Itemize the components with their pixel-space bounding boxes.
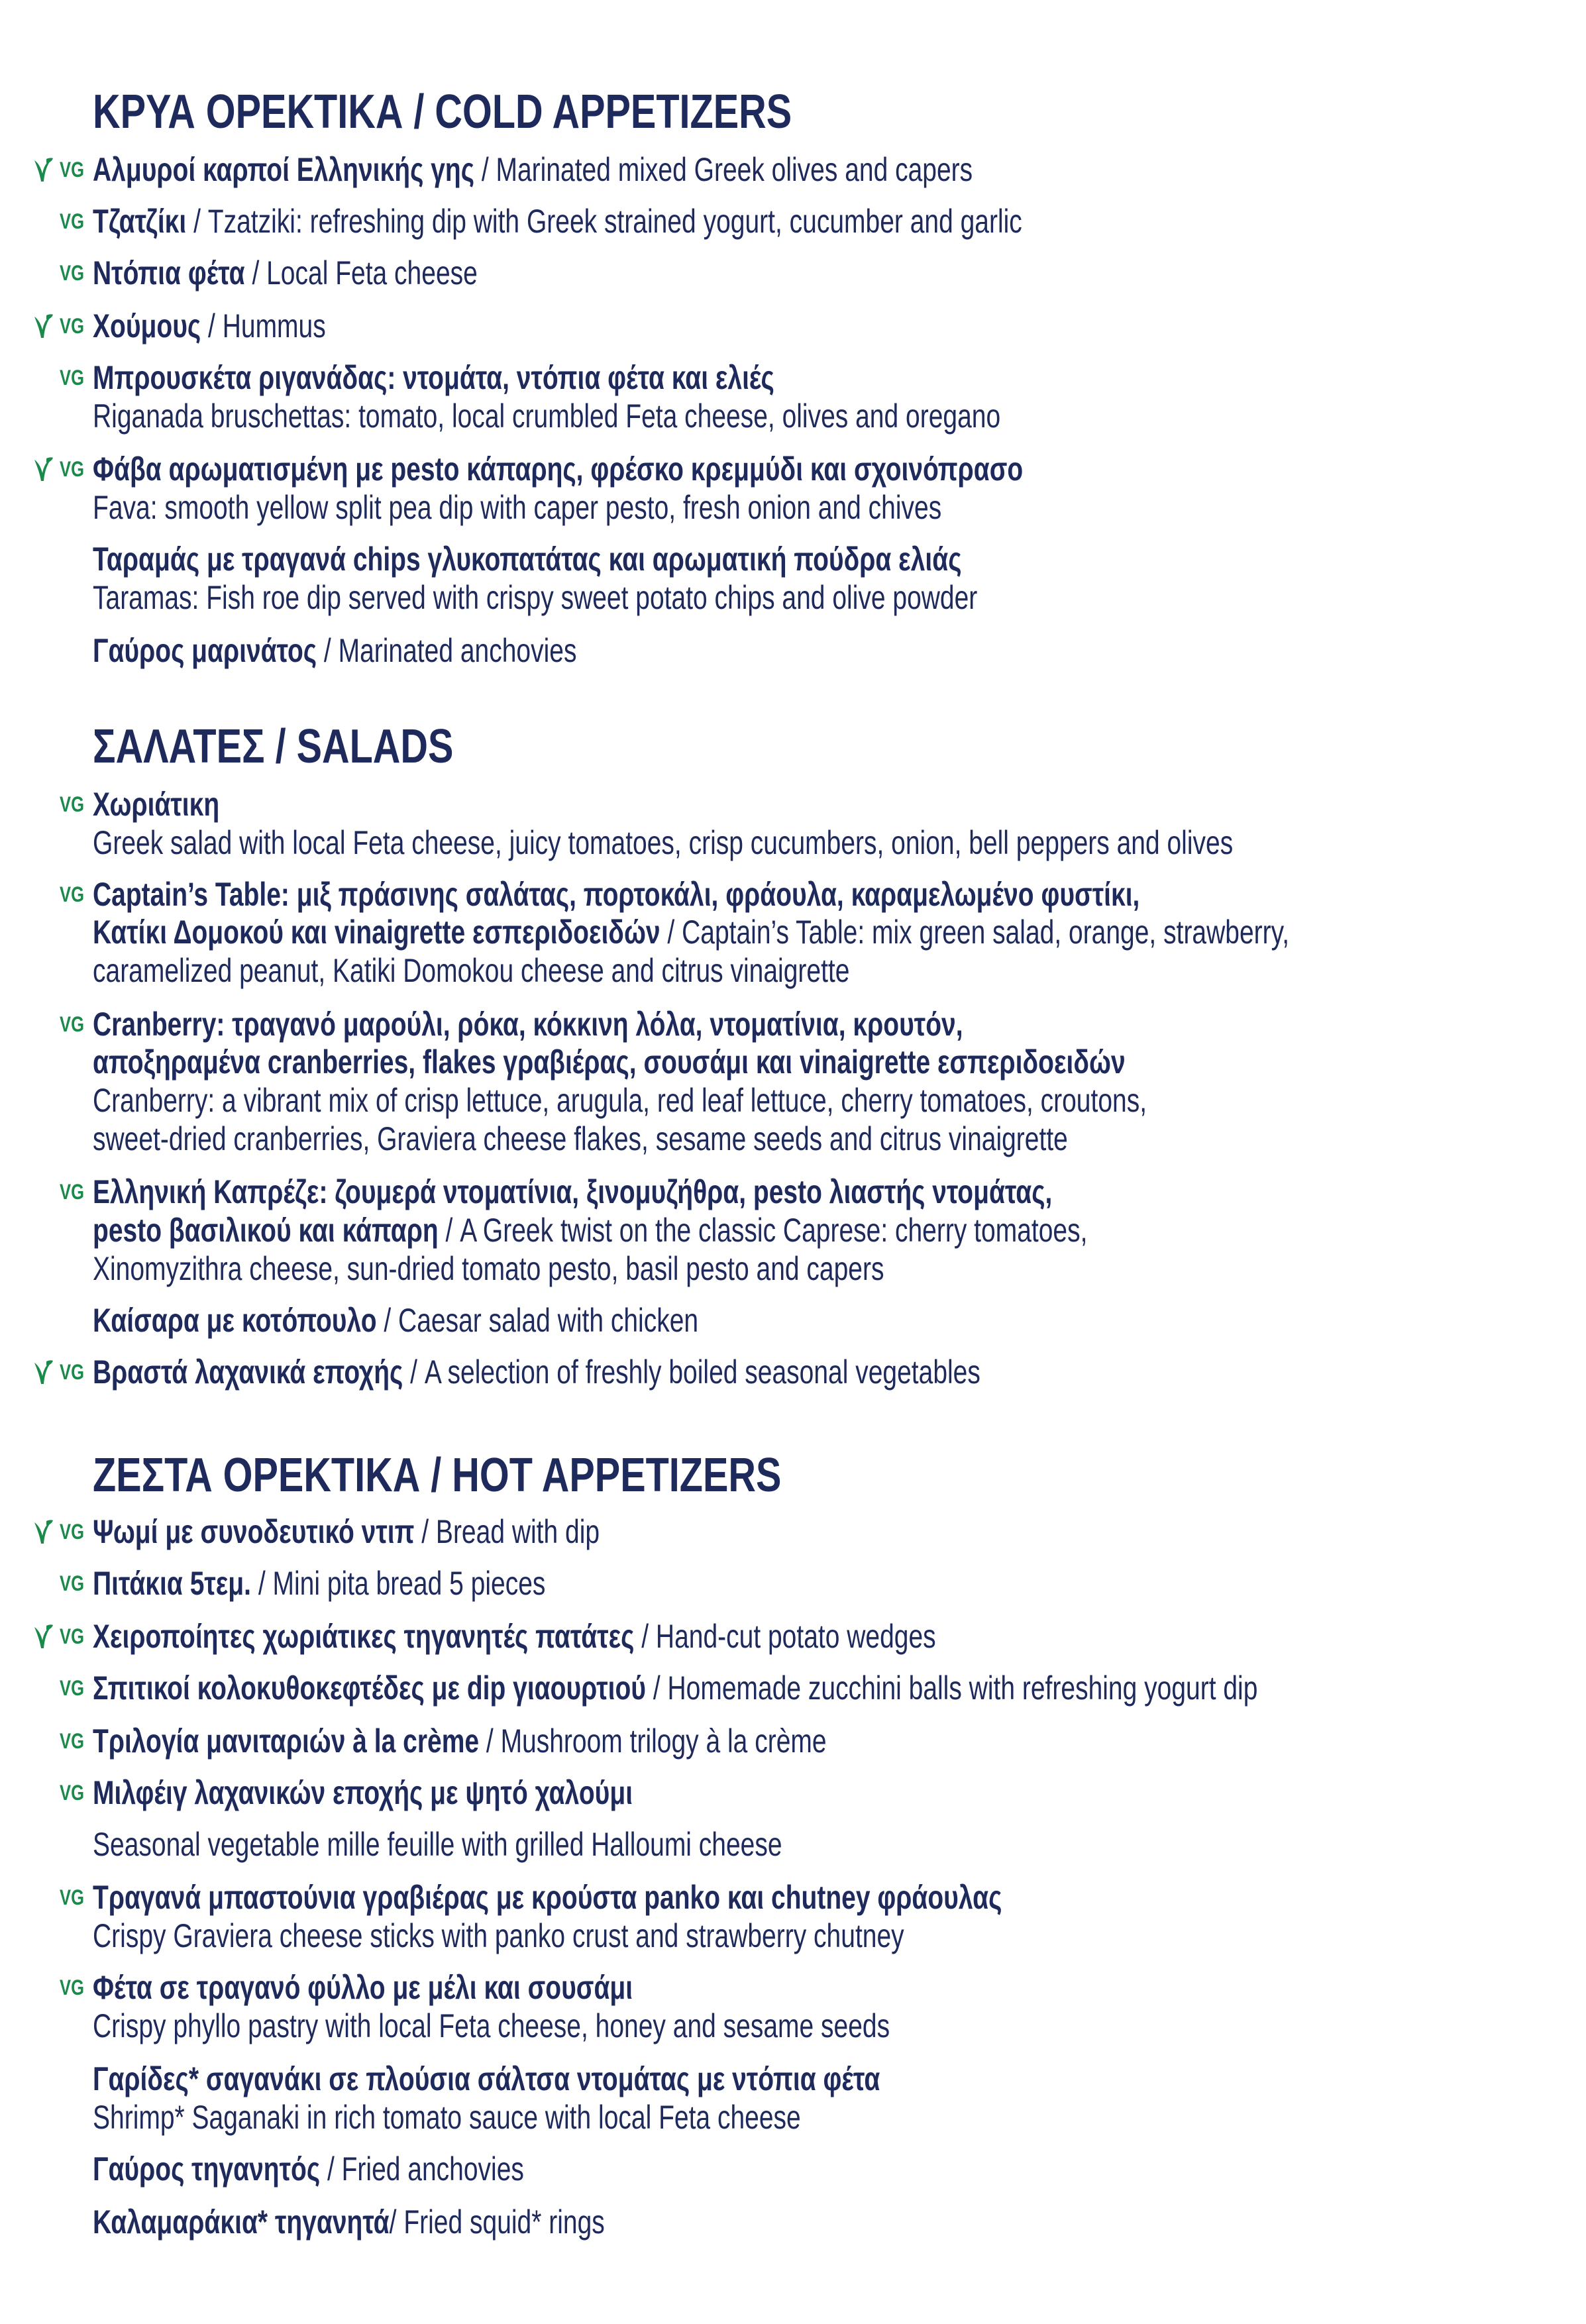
menu-item bbox=[0, 1004, 1586, 1044]
item-description: / A Greek twist on the classic Caprese: cherry tomatoes, bbox=[438, 1212, 1088, 1249]
item-description: caramelized peanut, Katiki Domokou cheese and citrus vinaigrette bbox=[93, 952, 850, 989]
item-name-greek: Cranberry: τραγανό μαρούλι, ρόκα, κόκκινη λόλα, ντοματίνια, κρουτόν, bbox=[93, 1006, 963, 1043]
item-text bbox=[93, 539, 961, 579]
item-text bbox=[93, 449, 1023, 489]
item-text bbox=[93, 912, 1289, 952]
menu-item bbox=[0, 201, 1586, 241]
item-name-greek: Τζατζίκι bbox=[93, 203, 187, 240]
item-text bbox=[93, 631, 576, 670]
item-description: Cranberry: a vibrant mix of crisp lettuce, arugula, red leaf lettuce, cherry tomatoes, croutons, bbox=[93, 1082, 1147, 1119]
menu-item-line bbox=[0, 1916, 1586, 1956]
item-name-greek: Γαύρος τηγανητός bbox=[93, 2150, 321, 2188]
menu-item-line bbox=[0, 488, 1586, 527]
vegetarian-badge: VG bbox=[60, 209, 84, 233]
menu-item-line bbox=[0, 2006, 1586, 2046]
item-text bbox=[93, 1300, 698, 1340]
menu-item bbox=[0, 306, 1586, 346]
item-name-greek: Γαύρος μαρινάτος bbox=[93, 632, 317, 669]
menu-item bbox=[0, 358, 1586, 397]
section-heading: ΖΕΣΤΑ ΟΡΕΚΤΙΚΑ / HOT APPETIZERS bbox=[93, 1449, 782, 1502]
menu-item bbox=[0, 2059, 1586, 2099]
item-text bbox=[93, 1721, 827, 1761]
item-text bbox=[93, 1668, 1257, 1708]
vegetarian-badge: VG bbox=[60, 314, 84, 338]
item-text bbox=[93, 488, 941, 527]
vegetarian-badge: VG bbox=[60, 1360, 84, 1384]
item-description: Crispy phyllo pastry with local Feta cheese, honey and sesame seeds bbox=[93, 2007, 890, 2044]
item-text bbox=[93, 1042, 1126, 1082]
item-text bbox=[93, 1916, 904, 1956]
menu-item-line bbox=[0, 1824, 1586, 1864]
vegan-leaf-icon bbox=[32, 1518, 54, 1545]
item-name-greek: Γαρίδες* σαγανάκι σε πλούσια σάλτσα ντομάτας με ντόπια φέτα bbox=[93, 2060, 880, 2097]
menu-item bbox=[0, 539, 1586, 579]
menu-item-line bbox=[0, 823, 1586, 863]
item-text bbox=[93, 578, 977, 617]
menu-item-line bbox=[0, 1249, 1586, 1289]
menu-item bbox=[0, 1773, 1586, 1813]
item-name-greek: Ψωμί με συνοδευτικό ντιπ bbox=[93, 1513, 415, 1550]
item-name-greek: Φάβα αρωματισμένη με pesto κάπαρης, φρέσκο κρεμμύδι και σχοινόπρασο bbox=[93, 450, 1024, 488]
menu-item-line bbox=[0, 2097, 1586, 2137]
menu-item bbox=[0, 874, 1586, 914]
item-name-greek: Σπιτικοί κολοκυθοκεφτέδες με dip γιαουρτιού bbox=[93, 1669, 646, 1707]
item-name-greek: Ταραμάς με τραγανά chips γλυκοπατάτας και αρωματική πούδρα ελιάς bbox=[93, 541, 962, 578]
item-text bbox=[93, 1119, 1068, 1159]
section-heading: ΣΑΛΑΤΕΣ / SALADS bbox=[93, 720, 454, 773]
item-text bbox=[93, 1512, 600, 1552]
menu-item bbox=[0, 1877, 1586, 1917]
menu-item bbox=[0, 631, 1586, 670]
item-name-greek: Captain’s Table: μιξ πράσινης σαλάτας, πορτοκάλι, φράουλα, καραμελωμένο φυστίκι, bbox=[93, 876, 1140, 913]
item-text bbox=[93, 396, 1000, 436]
item-name-greek: Φέτα σε τραγανό φύλλο με μέλι και σουσάμι bbox=[93, 1969, 633, 2006]
item-name-greek: Χειροποίητες χωριάτικες τηγανητές πατάτες bbox=[93, 1618, 635, 1655]
item-name-greek: Χωριάτικη bbox=[93, 786, 220, 823]
vegetarian-badge: VG bbox=[60, 1520, 84, 1544]
item-text bbox=[93, 1563, 545, 1603]
item-name-greek: Πιτάκια 5τεμ. bbox=[93, 1565, 251, 1602]
menu-item bbox=[0, 1512, 1586, 1552]
item-name-greek: Καλαμαράκια* τηγανητά bbox=[93, 2203, 390, 2241]
menu-item bbox=[0, 1300, 1586, 1340]
item-text bbox=[93, 2202, 605, 2242]
vegetarian-badge: VG bbox=[60, 1729, 84, 1753]
vegetarian-badge: VG bbox=[60, 1976, 84, 1999]
menu-item bbox=[0, 150, 1586, 189]
item-description: / Local Feta cheese bbox=[244, 254, 478, 291]
item-text bbox=[93, 2059, 880, 2099]
item-description: / Hummus bbox=[201, 307, 326, 344]
menu-item bbox=[0, 253, 1586, 293]
vegan-leaf-icon bbox=[32, 1359, 54, 1385]
vegetarian-badge: VG bbox=[60, 1781, 84, 1805]
menu-item-line bbox=[0, 1081, 1586, 1120]
item-text bbox=[93, 1877, 1002, 1917]
menu-item-line bbox=[0, 396, 1586, 436]
item-description: Shrimp* Saganaki in rich tomato sauce with local Feta cheese bbox=[93, 2099, 801, 2136]
item-text bbox=[93, 2006, 890, 2046]
item-description: / A selection of freshly boiled seasonal vegetables bbox=[403, 1353, 980, 1391]
item-name-greek: Καίσαρα με κοτόπουλο bbox=[93, 1302, 377, 1339]
item-text bbox=[93, 1616, 936, 1656]
item-description: Taramas: Fish roe dip served with crispy sweet potato chips and olive powder bbox=[93, 579, 978, 616]
vegetarian-badge: VG bbox=[60, 1012, 84, 1036]
item-text bbox=[93, 874, 1139, 914]
menu-item-line bbox=[0, 1210, 1586, 1250]
menu-item bbox=[0, 1352, 1586, 1392]
item-text bbox=[93, 358, 774, 397]
item-name-greek: Ντόπια φέτα bbox=[93, 254, 245, 291]
section-heading: ΚΡΥΑ ΟΡΕΚΤΙΚΑ / COLD APPETIZERS bbox=[93, 85, 792, 138]
item-text bbox=[93, 253, 478, 293]
item-text bbox=[93, 823, 1233, 863]
vegetarian-badge: VG bbox=[60, 366, 84, 390]
vegetarian-badge: VG bbox=[60, 882, 84, 906]
item-text bbox=[93, 1210, 1087, 1250]
item-description: / Hand-cut potato wedges bbox=[634, 1618, 936, 1655]
vegan-leaf-icon bbox=[32, 156, 54, 183]
menu-item-line bbox=[0, 951, 1586, 990]
item-text bbox=[93, 1773, 633, 1813]
menu-item bbox=[0, 2149, 1586, 2189]
item-description: Fava: smooth yellow split pea dip with caper pesto, fresh onion and chives bbox=[93, 489, 942, 526]
item-description: / Caesar salad with chicken bbox=[376, 1302, 699, 1339]
item-text bbox=[93, 150, 973, 189]
item-description: Seasonal vegetable mille feuille with grilled Halloumi cheese bbox=[93, 1826, 782, 1863]
menu-item bbox=[0, 2202, 1586, 2242]
item-name-greek: pesto βασιλικού και κάπαρη bbox=[93, 1212, 439, 1249]
item-text bbox=[93, 2149, 524, 2189]
vegetarian-badge: VG bbox=[60, 1676, 84, 1700]
item-text bbox=[93, 784, 219, 824]
menu-item bbox=[0, 449, 1586, 489]
item-description: Crispy Graviera cheese sticks with panko crust and strawberry chutney bbox=[93, 1917, 904, 1954]
item-description: / Marinated mixed Greek olives and capers bbox=[474, 151, 973, 188]
item-text bbox=[93, 1004, 963, 1044]
item-text bbox=[93, 306, 326, 346]
item-text bbox=[93, 1824, 782, 1864]
item-description: Greek salad with local Feta cheese, juicy tomatoes, crisp cucumbers, onion, bell peppers and olives bbox=[93, 824, 1234, 861]
menu-item bbox=[0, 1721, 1586, 1761]
item-text bbox=[93, 201, 1022, 241]
menu-item bbox=[0, 784, 1586, 824]
item-description: / Mini pita bread 5 pieces bbox=[250, 1565, 546, 1602]
menu-item bbox=[0, 1668, 1586, 1708]
item-description: / Mushroom trilogy à la crème bbox=[479, 1722, 827, 1760]
vegan-leaf-icon bbox=[32, 456, 54, 482]
menu-item bbox=[0, 1563, 1586, 1603]
item-description: / Homemade zucchini balls with refreshing yogurt dip bbox=[645, 1669, 1258, 1707]
menu-item bbox=[0, 1968, 1586, 2007]
vegetarian-badge: VG bbox=[60, 1885, 84, 1909]
item-name-greek: Μπρουσκέτα ριγανάδας: ντομάτα, ντόπια φέτα και ελιές bbox=[93, 359, 774, 396]
item-text bbox=[93, 1172, 1052, 1212]
item-name-greek: Μιλφέιγ λαχανικών εποχής με ψητό χαλούμι bbox=[93, 1774, 633, 1811]
item-name-greek: Χούμους bbox=[93, 307, 201, 344]
vegetarian-badge: VG bbox=[60, 261, 84, 285]
menu-item-line bbox=[0, 578, 1586, 617]
item-name-greek: Βραστά λαχανικά εποχής bbox=[93, 1353, 403, 1391]
item-description: / Tzatziki: refreshing dip with Greek strained yogurt, cucumber and garlic bbox=[186, 203, 1022, 240]
item-text bbox=[93, 1968, 633, 2007]
item-text bbox=[93, 1081, 1147, 1120]
item-description: sweet-dried cranberries, Graviera cheese flakes, sesame seeds and citrus vinaigrette bbox=[93, 1120, 1068, 1157]
item-name-greek: Τριλογία μανιταριών à la crème bbox=[93, 1722, 480, 1760]
menu-item-line bbox=[0, 912, 1586, 952]
vegan-leaf-icon bbox=[32, 1623, 54, 1650]
item-description: / Fried squid* rings bbox=[389, 2203, 605, 2241]
menu-item-line bbox=[0, 1119, 1586, 1159]
item-description: / Captain’s Table: mix green salad, orange, strawberry, bbox=[660, 914, 1290, 951]
item-text bbox=[93, 951, 849, 990]
item-text bbox=[93, 1352, 980, 1392]
item-description: Riganada bruschettas: tomato, local crumbled Feta cheese, olives and oregano bbox=[93, 397, 1001, 435]
item-description: / Marinated anchovies bbox=[317, 632, 577, 669]
item-name-greek: Κατίκι Δομοκού και vinaigrette εσπεριδοειδών bbox=[93, 914, 661, 951]
vegetarian-badge: VG bbox=[60, 1571, 84, 1595]
item-name-greek: αποξηραμένα cranberries, flakes γραβιέρας, σουσάμι και vinaigrette εσπεριδοειδών bbox=[93, 1043, 1126, 1081]
item-name-greek: Ελληνική Καπρέζε: ζουμερά ντοματίνια, ξινομυζήθρα, pesto λιαστής ντομάτας, bbox=[93, 1173, 1053, 1210]
item-description: Xinomyzithra cheese, sun-dried tomato pesto, basil pesto and capers bbox=[93, 1250, 884, 1287]
vegetarian-badge: VG bbox=[60, 158, 84, 182]
item-name-greek: Αλμυροί καρποί Ελληνικής γης bbox=[93, 151, 474, 188]
item-text bbox=[93, 1249, 884, 1289]
menu-item-line bbox=[0, 1042, 1586, 1082]
vegan-leaf-icon bbox=[32, 313, 54, 339]
item-description: / Bread with dip bbox=[414, 1513, 600, 1550]
item-name-greek: Τραγανά μπαστούνια γραβιέρας με κρούστα panko και chutney φράουλας bbox=[93, 1879, 1002, 1916]
item-description: / Fried anchovies bbox=[320, 2150, 524, 2188]
menu-item bbox=[0, 1172, 1586, 1212]
item-text bbox=[93, 2097, 801, 2137]
vegetarian-badge: VG bbox=[60, 792, 84, 816]
vegetarian-badge: VG bbox=[60, 1180, 84, 1204]
vegetarian-badge: VG bbox=[60, 457, 84, 481]
menu-item bbox=[0, 1616, 1586, 1656]
vegetarian-badge: VG bbox=[60, 1624, 84, 1648]
